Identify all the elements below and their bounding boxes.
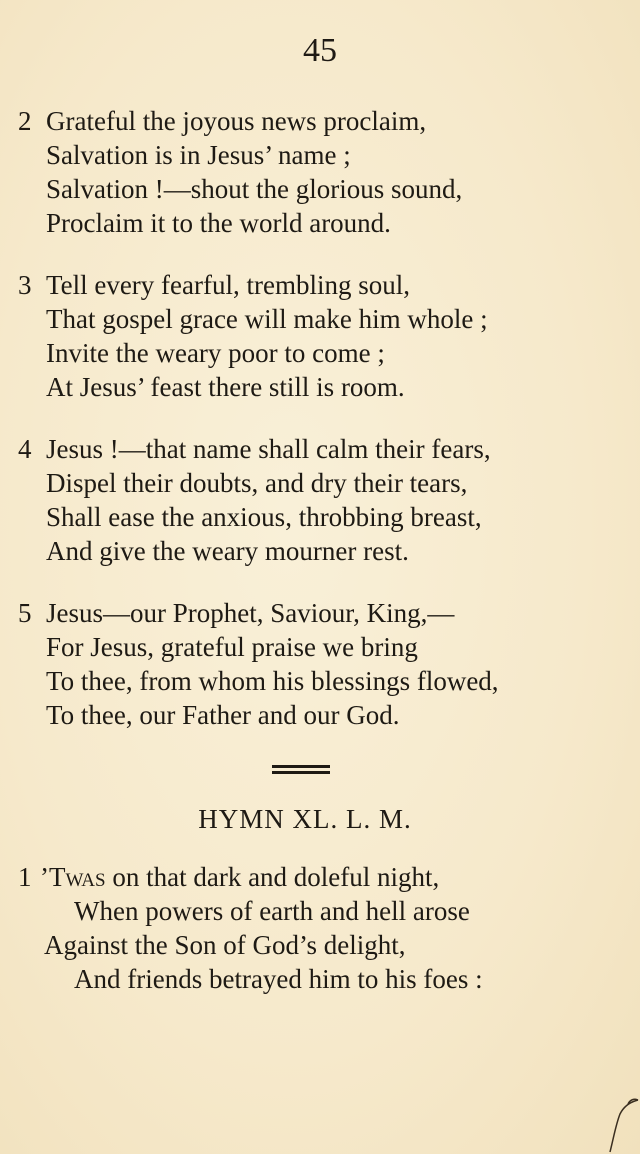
- section-divider: [272, 765, 330, 777]
- verse-line: To thee, from whom his blessings flowed,: [46, 666, 499, 696]
- verse-number: 4: [18, 434, 32, 464]
- hymn-first-line: [40, 860, 439, 894]
- verse-number: 5: [18, 598, 32, 628]
- verse-number: 3: [18, 270, 32, 300]
- verse-line: Shall ease the anxious, throbbing breast,: [46, 502, 482, 532]
- page-number: 45: [303, 32, 337, 69]
- first-word-smallcaps: was: [65, 862, 106, 892]
- verse-line: When powers of earth and hell arose: [74, 896, 470, 926]
- verse-line: For Jesus, grateful praise we bring: [46, 632, 418, 662]
- verse-line: To thee, our Father and our God.: [46, 700, 400, 730]
- verse-line: Proclaim it to the world around.: [46, 208, 391, 238]
- page-corner-mark: [580, 1094, 640, 1154]
- first-word-prefix: ’T: [40, 862, 66, 892]
- verse-line: And friends betrayed him to his foes :: [74, 964, 483, 994]
- verse-line: At Jesus’ feast there still is room.: [46, 372, 405, 402]
- verse-line: Grateful the joyous news proclaim,: [46, 106, 427, 136]
- verse-number: 2: [18, 106, 32, 136]
- verse-line: Salvation !—shout the glorious sound,: [46, 174, 463, 204]
- verse-line: That gospel grace will make him whole ;: [46, 304, 488, 334]
- verse-number: 1: [18, 862, 32, 892]
- verse-line: And give the weary mourner rest.: [46, 536, 409, 566]
- first-line-rest: on that dark and doleful night,: [105, 862, 440, 892]
- verse-line: Salvation is in Jesus’ name ;: [46, 140, 351, 170]
- verse-line: Against the Son of God’s delight,: [44, 930, 406, 960]
- hymn-title: HYMN XL. L. M.: [198, 804, 412, 834]
- verse-line: Tell every fearful, trembling soul,: [46, 270, 410, 300]
- verse-line: Jesus !—that name shall calm their fears,: [46, 434, 491, 464]
- verse-line: Invite the weary poor to come ;: [46, 338, 385, 368]
- verse-line: Jesus—our Prophet, Saviour, King,—: [46, 598, 455, 628]
- verse-line: Dispel their doubts, and dry their tears,: [46, 468, 468, 498]
